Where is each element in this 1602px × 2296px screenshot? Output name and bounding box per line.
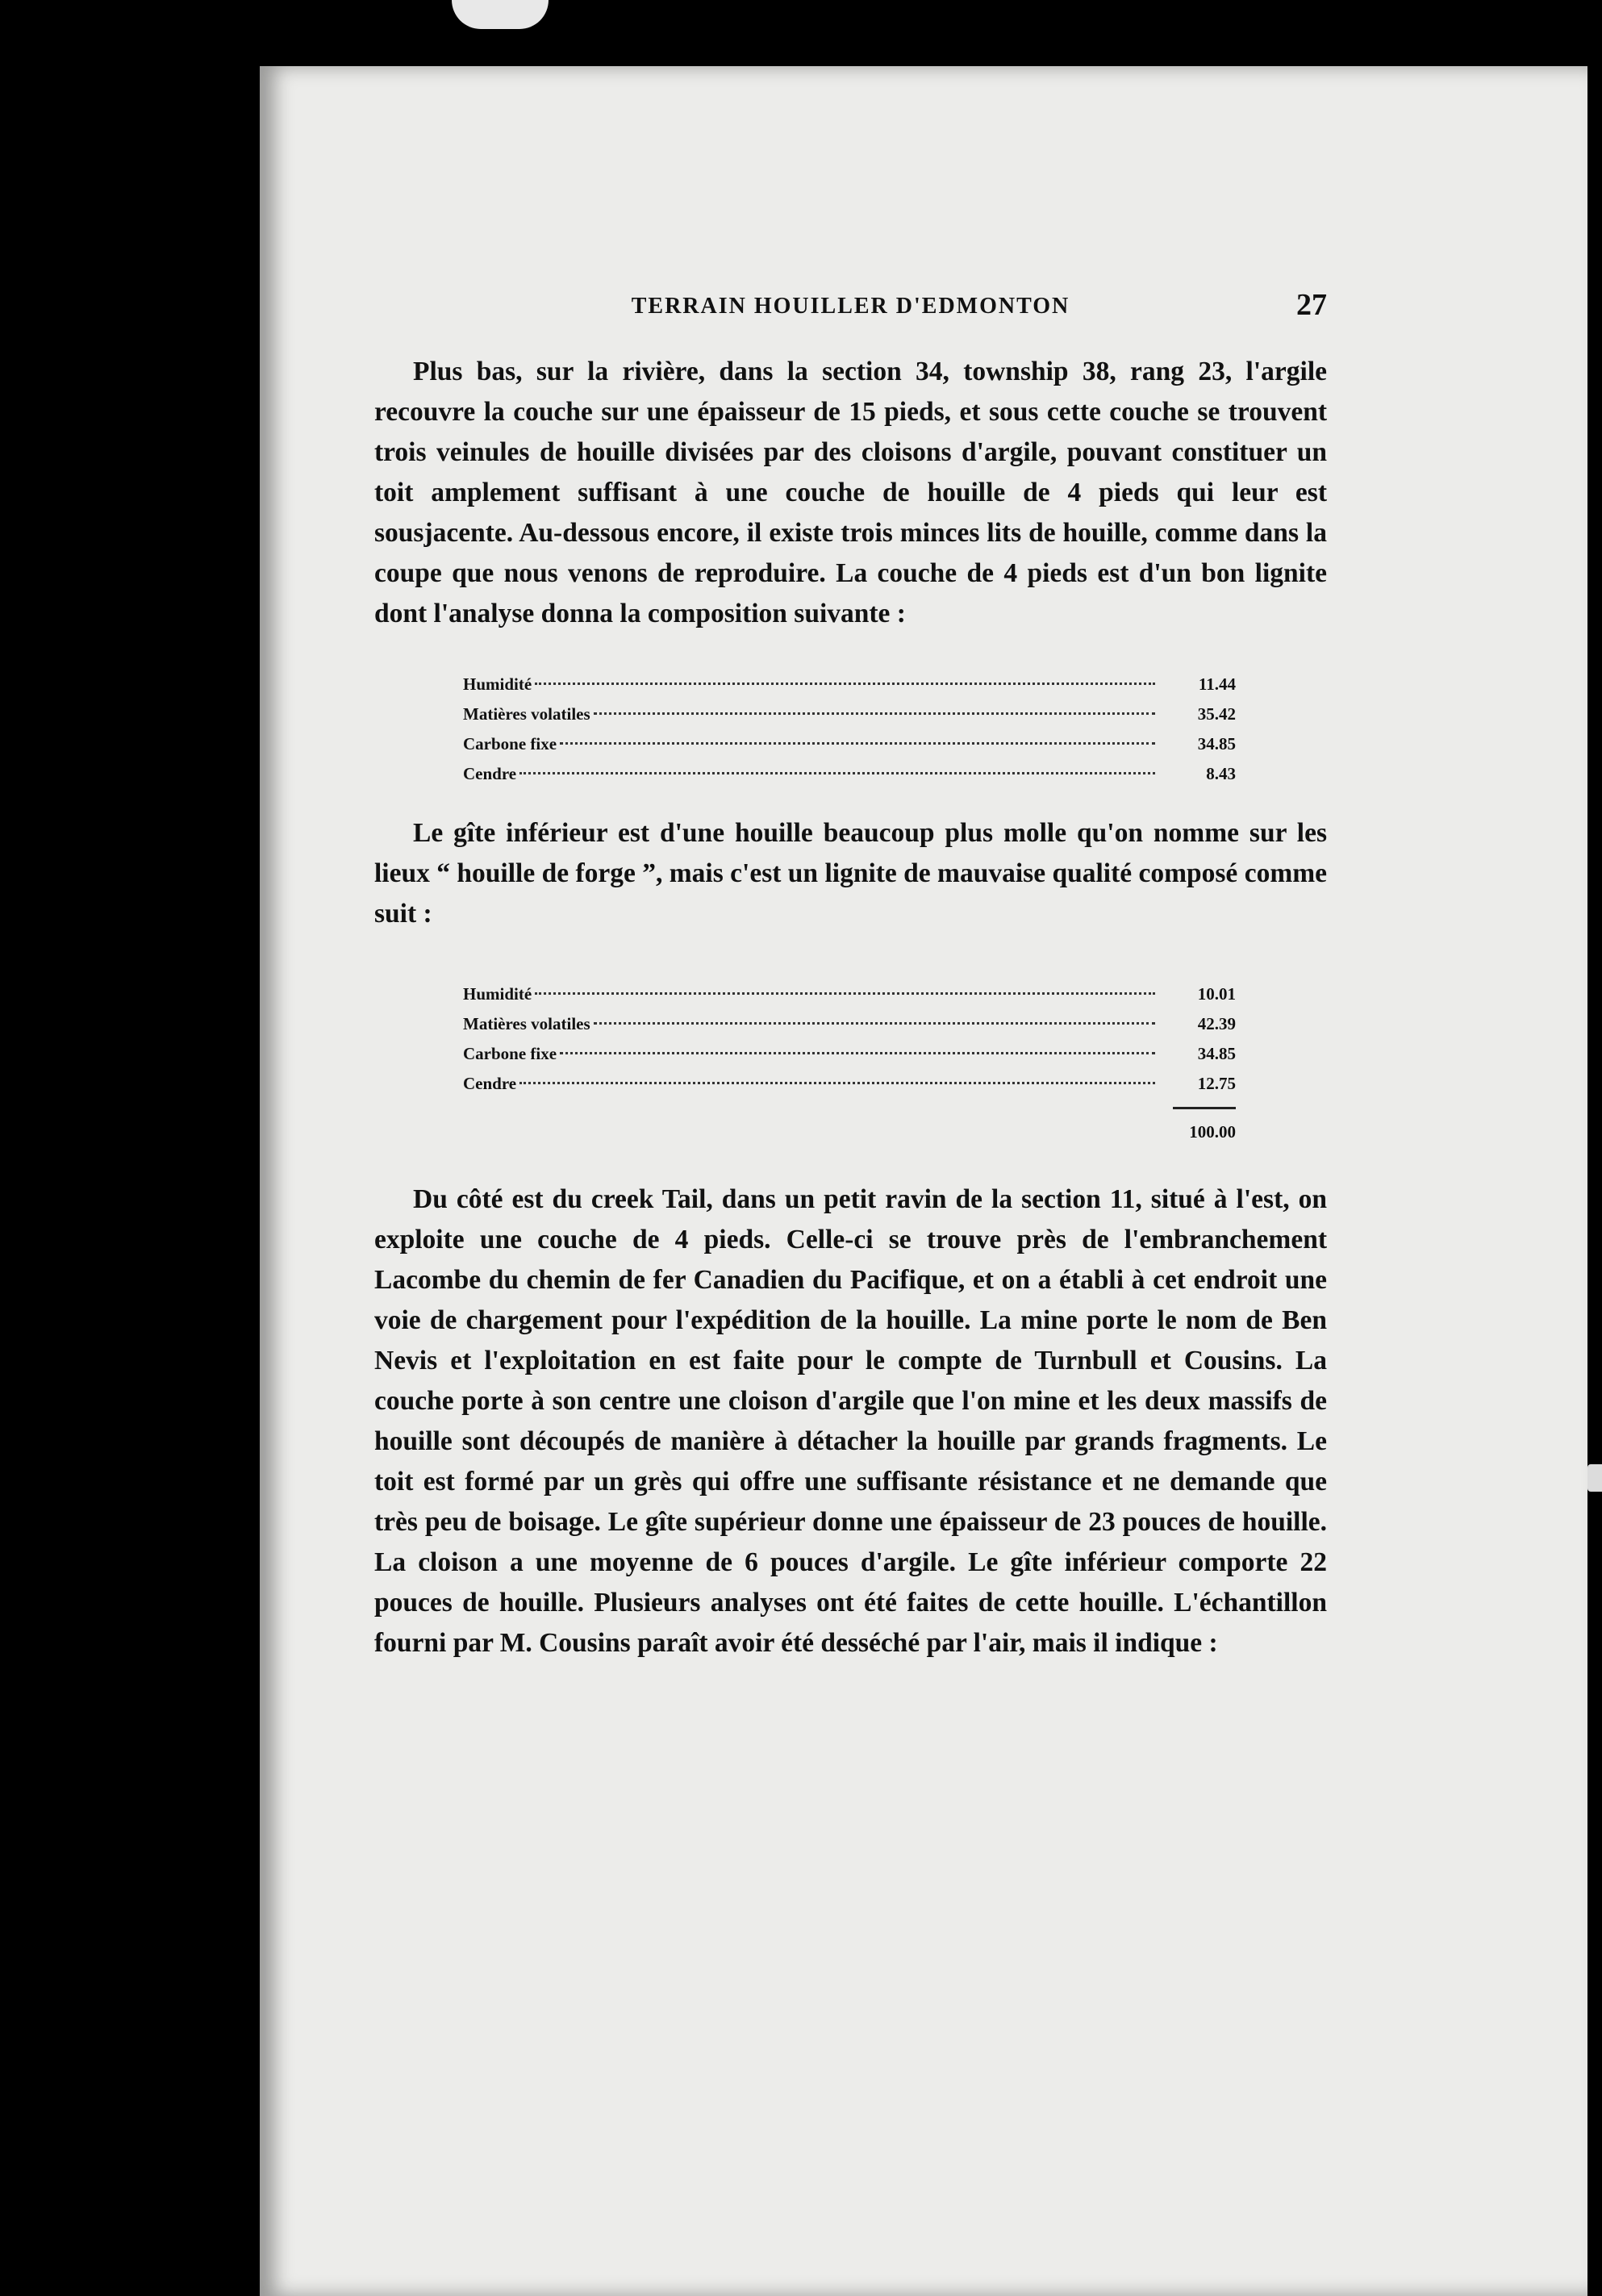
analysis-row [463, 1009, 1236, 1039]
analysis-value: 12.75 [1197, 1074, 1236, 1093]
analysis-value: 35.42 [1197, 704, 1236, 724]
running-title: TERRAIN HOUILLER D'EDMONTON [631, 294, 1070, 319]
dot-leader [519, 1082, 1155, 1084]
analysis-value: 34.85 [1197, 1044, 1236, 1063]
analysis-row [463, 729, 1236, 759]
analysis-label: Carbone fixe [463, 1044, 557, 1063]
paragraph-3: Du côté est du creek Tail, dans un petit ravin de la section 11, situé à l'est, on exploite une couche de 4 pieds. Celle-ci se trouve près de l'embranchement Lacombe du chemin de fer Canadien du Pacifique, et on a établi à cet endroit une voie de chargement pour l'expédition de la houille. La mine porte le nom de Ben Nevis et l'exploitation en est faite pour le compte de Turnbull et Cousins. La couche porte à son centre une cloison d'argile que l'on mine et les deux massifs de houille sont découpés de manière à détacher la houille par grands fragments. Le toit est formé par un grès qui offre une suffisante résistance et ne demande que très peu de boisage. Le gîte supérieur donne une épaisseur de 23 pouces de houille. La cloison a une moyenne de 6 pouces d'argile. Le gîte inférieur comporte 22 pouces de houille. Plusieurs analyses ont été faites de cette houille. L'échantillon fourni par M. Cousins paraît avoir été desséché par l'air, mais il indique : [374, 1184, 1327, 1658]
paragraph-1: Plus bas, sur la rivière, dans la section 34, township 38, rang 23, l'argile recouvre la couche sur une épaisseur de 15 pieds, et sous cette couche se trouvent trois veinules de houille divisées par des cloisons d'argile, pouvant constituer un toit amplement suffisant à une couche de houille de 4 pieds qui leur est sousjacente. Au-dessous encore, il existe trois minces lits de houille, comme dans la coupe que nous venons de reproduire. La couche de 4 pieds est d'un bon lignite dont l'analyse donna la composition suivante : [374, 357, 1327, 628]
dot-leader [560, 742, 1155, 745]
analysis-value: 10.01 [1197, 984, 1236, 1004]
analysis-row [463, 759, 1236, 789]
analysis-label: Humidité [463, 984, 532, 1004]
analysis-row [463, 699, 1236, 729]
analysis-value: 42.39 [1197, 1014, 1236, 1033]
analysis-table-1 [463, 670, 1236, 789]
analysis-label: Carbone fixe [463, 734, 557, 754]
analysis-label: Matières volatiles [463, 704, 590, 724]
analysis-label: Cendre [463, 764, 517, 783]
dot-leader [560, 1052, 1155, 1054]
page-content [374, 287, 1327, 1664]
analysis-row [463, 1039, 1236, 1069]
scan-artifact-top [452, 0, 549, 29]
book-page [260, 66, 1587, 2296]
dot-leader [535, 683, 1155, 685]
analysis-label: Matières volatiles [463, 1014, 590, 1033]
scan-artifact-right [1587, 1464, 1602, 1492]
analysis-row [463, 1069, 1236, 1099]
dot-leader [535, 992, 1155, 995]
running-header [374, 287, 1327, 344]
dot-leader [519, 772, 1155, 774]
analysis-row [463, 670, 1236, 699]
analysis-label: Cendre [463, 1074, 517, 1093]
analysis-table-2 [463, 979, 1236, 1147]
analysis-value: 11.44 [1198, 674, 1236, 694]
total-rule [1173, 1107, 1236, 1109]
page-number: 27 [1296, 288, 1327, 322]
analysis-label: Humidité [463, 674, 532, 694]
dot-leader [594, 1022, 1155, 1025]
analysis-row [463, 979, 1236, 1009]
paragraph-2: Le gîte inférieur est d'une houille beaucoup plus molle qu'on nomme sur les lieux “ houille de forge ”, mais c'est un lignite de mauvaise qualité composé comme suit : [374, 818, 1327, 929]
dot-leader [594, 712, 1155, 715]
analysis-value: 34.85 [1197, 734, 1236, 754]
analysis-value: 8.43 [1206, 764, 1236, 783]
analysis-total: 100.00 [1189, 1122, 1236, 1142]
